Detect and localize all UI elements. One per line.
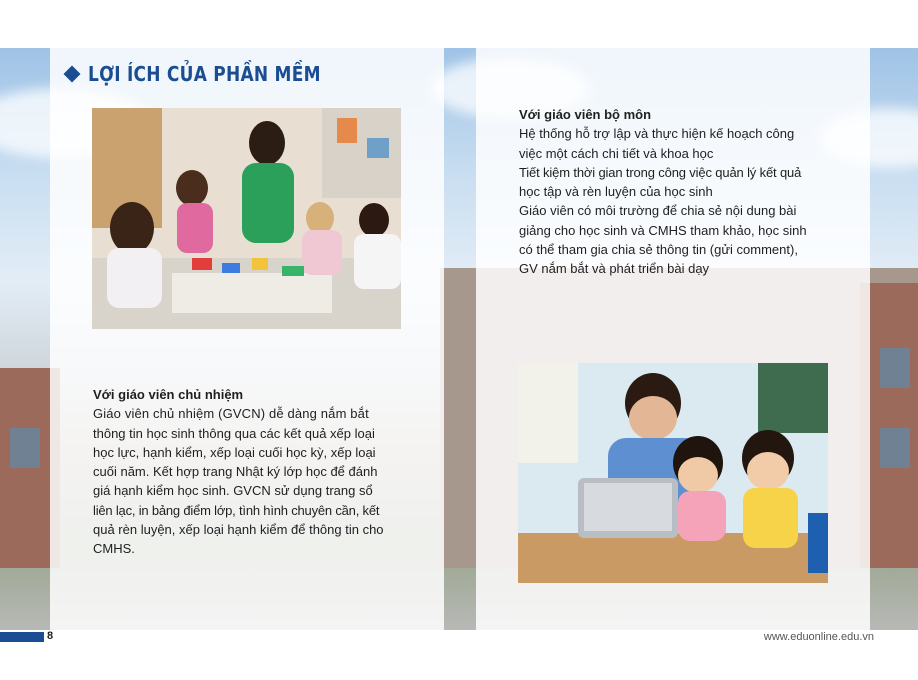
page-number: 8: [47, 630, 54, 642]
laptop-lesson-photo: [518, 363, 828, 583]
classroom-illustration: [92, 108, 401, 329]
diamond-icon: [64, 66, 81, 83]
homeroom-teacher-section: [93, 385, 401, 559]
text-line: Tiết kiệm thời gian trong công việc quản lý kết quả: [519, 164, 802, 180]
laptop-lesson-illustration: [518, 363, 828, 583]
text-line: liên lạc, in bảng điểm lớp, tình hình chuyên cần, kết: [93, 502, 380, 518]
text-line: Hệ thống hỗ trợ lập và thực hiện kế hoạch công: [519, 126, 795, 142]
text-line: Giáo viên có môi trường để chia sẻ nội dung bài: [519, 203, 797, 219]
subject-teacher-heading: Với giáo viên bộ môn: [519, 107, 652, 122]
text-line: giảng cho học sinh và CMHS tham khảo, học sinh: [519, 222, 807, 238]
text-line: học tập và rèn luyện của học sinh: [519, 184, 713, 200]
footer-accent-bar: [0, 632, 44, 642]
text-line: cuối năm. Kết hợp trang Nhật ký lớp học để đánh: [93, 464, 378, 480]
text-line: học lực, hạnh kiểm, xếp loại cuối học kỳ, xếp loại: [93, 444, 376, 460]
page-title: [66, 62, 362, 86]
building-window: [10, 428, 40, 468]
text-line: quả rèn luyện, xếp loại hạnh kiểm để thông tin cho: [93, 522, 384, 538]
text-line: GV nắm bắt và phát triển bài dạy: [519, 261, 710, 277]
text-line: CMHS.: [93, 541, 135, 557]
website-url[interactable]: www.eduonline.edu.vn: [763, 631, 874, 643]
subject-teacher-section: [519, 105, 829, 279]
text-line: có thể tham gia chia sẻ thông tin (gửi comment),: [519, 242, 798, 258]
classroom-photo: [92, 108, 401, 329]
text-line: Giáo viên chủ nhiệm (GVCN) dễ dàng nắm bắt: [93, 406, 369, 422]
building-window: [880, 348, 910, 388]
homeroom-teacher-heading: Với giáo viên chủ nhiệm: [93, 387, 244, 402]
text-line: việc một cách chi tiết và khoa học: [519, 145, 714, 161]
building-window: [880, 428, 910, 468]
text-line: thông tin học sinh thông qua các kết quả xếp loại: [93, 425, 375, 441]
text-line: giá hạnh kiểm học sinh. GVCN sử dụng trang sổ: [93, 483, 373, 499]
page-title-text: LỢI ÍCH CỦA PHẦN MỀM: [88, 62, 321, 86]
